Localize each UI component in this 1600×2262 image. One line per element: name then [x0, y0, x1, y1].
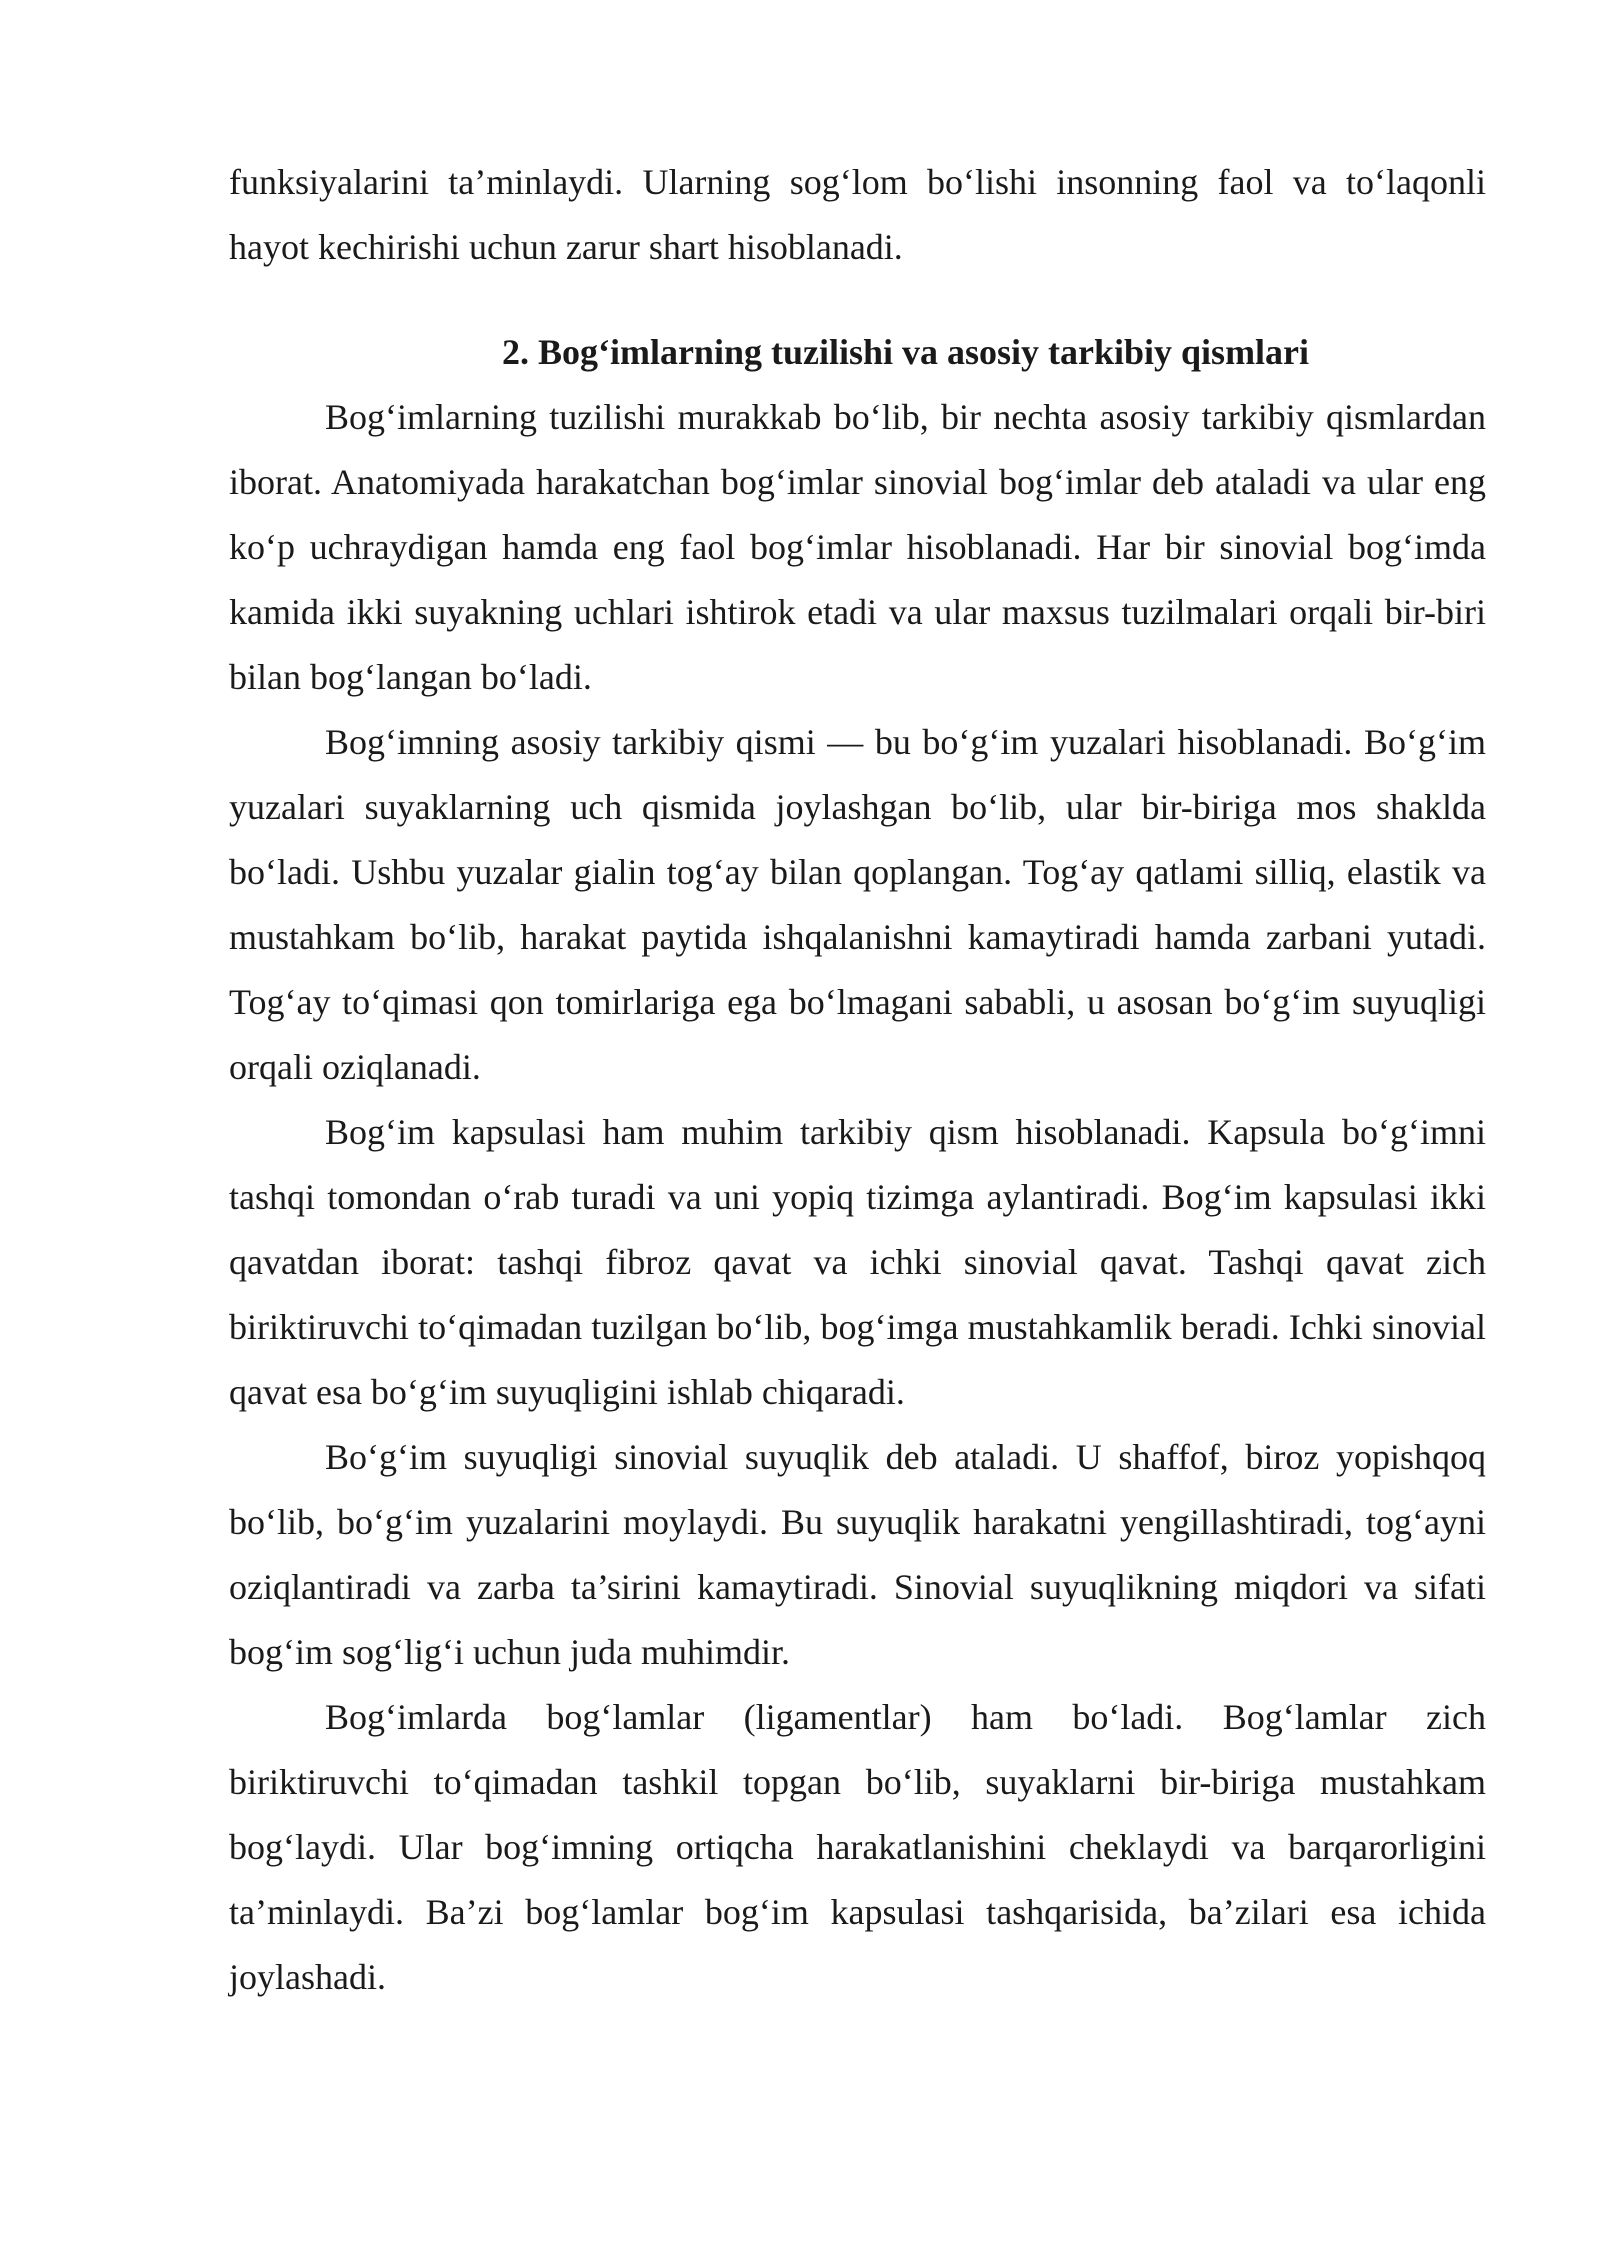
paragraph-joint-capsule: Bog‘im kapsulasi ham muhim tarkibiy qism hisoblanadi. Kapsula bo‘g‘imni tashqi tomondan o‘rab turadi va uni yopiq tizimga aylantiradi. Bog‘im kapsulasi ikki qavatdan iborat: tashqi fibroz qavat va ichki sinovial qavat. Tashqi qavat zich biriktiruvchi to‘qimadan tuzilgan bo‘lib, bog‘imga mustahkamlik beradi. Ichki sinovial qavat esa bo‘g‘im suyuqligini ishlab chiqaradi.	[229, 1112, 1486, 1412]
section-heading: 2. Bog‘imlarning tuzilishi va asosiy tarkibiy qismlari	[501, 332, 1310, 372]
paragraph-joint-surfaces: Bog‘imning asosiy tarkibiy qismi — bu bo‘g‘im yuzalari hisoblanadi. Bo‘g‘im yuzalari suyaklarning uch qismida joylashgan bo‘lib, ular bir-biriga mos shaklda bo‘ladi. Ushbu yuzalar gialin tog‘ay bilan qoplangan. Tog‘ay qatlami silliq, elastik va mustahkam bo‘lib, harakat paytida ishqalanishni kamaytiradi hamda zarbani yutadi. Tog‘ay to‘qimasi qon tomirlariga ega bo‘lmagani sababli, u asosan bo‘g‘im suyuqligi orqali oziqlanadi.	[229, 722, 1486, 1087]
paragraph-structure: Bog‘imlarning tuzilishi murakkab bo‘lib, bir nechta asosiy tarkibiy qismlardan iborat. Anatomiyada harakatchan bog‘imlar sinovial bog‘imlar deb ataladi va ular eng ko‘p uchraydigan hamda eng faol bog‘imlar hisoblanadi. Har bir sinovial bog‘imda kamida ikki suyakning uchlari ishtirok etadi va ular maxsus tuzilmalari orqali bir-biri bilan bog‘langan bo‘ladi.	[229, 397, 1486, 697]
document-body	[229, 150, 1486, 2010]
paragraph-synovial-fluid: Bo‘g‘im suyuqligi sinovial suyuqlik deb ataladi. U shaffof, biroz yopishqoq bo‘lib, bo‘g‘im yuzalarini moylaydi. Bu suyuqlik harakatni yengillashtiradi, tog‘ayni oziqlantiradi va zarba ta’sirini kamaytiradi. Sinovial suyuqlikning miqdori va sifati bog‘im sog‘lig‘i uchun juda muhimdir.	[229, 1437, 1486, 1672]
intro-paragraph: funksiyalarini ta’minlaydi. Ularning sog‘lom bo‘lishi insonning faol va to‘laqonli hayot kechirishi uchun zarur shart hisoblanadi.	[229, 162, 1486, 267]
paragraph-ligaments: Bog‘imlarda bog‘lamlar (ligamentlar) ham bo‘ladi. Bog‘lamlar zich biriktiruvchi to‘qimadan tashkil topgan bo‘lib, suyaklarni bir-biriga mustahkam bog‘laydi. Ular bog‘imning ortiqcha harakatlanishini cheklaydi va barqarorligini ta’minlaydi. Ba’zi bog‘lamlar bog‘im kapsulasi tashqarisida, ba’zilari esa ichida joylashadi.	[229, 1697, 1486, 1997]
